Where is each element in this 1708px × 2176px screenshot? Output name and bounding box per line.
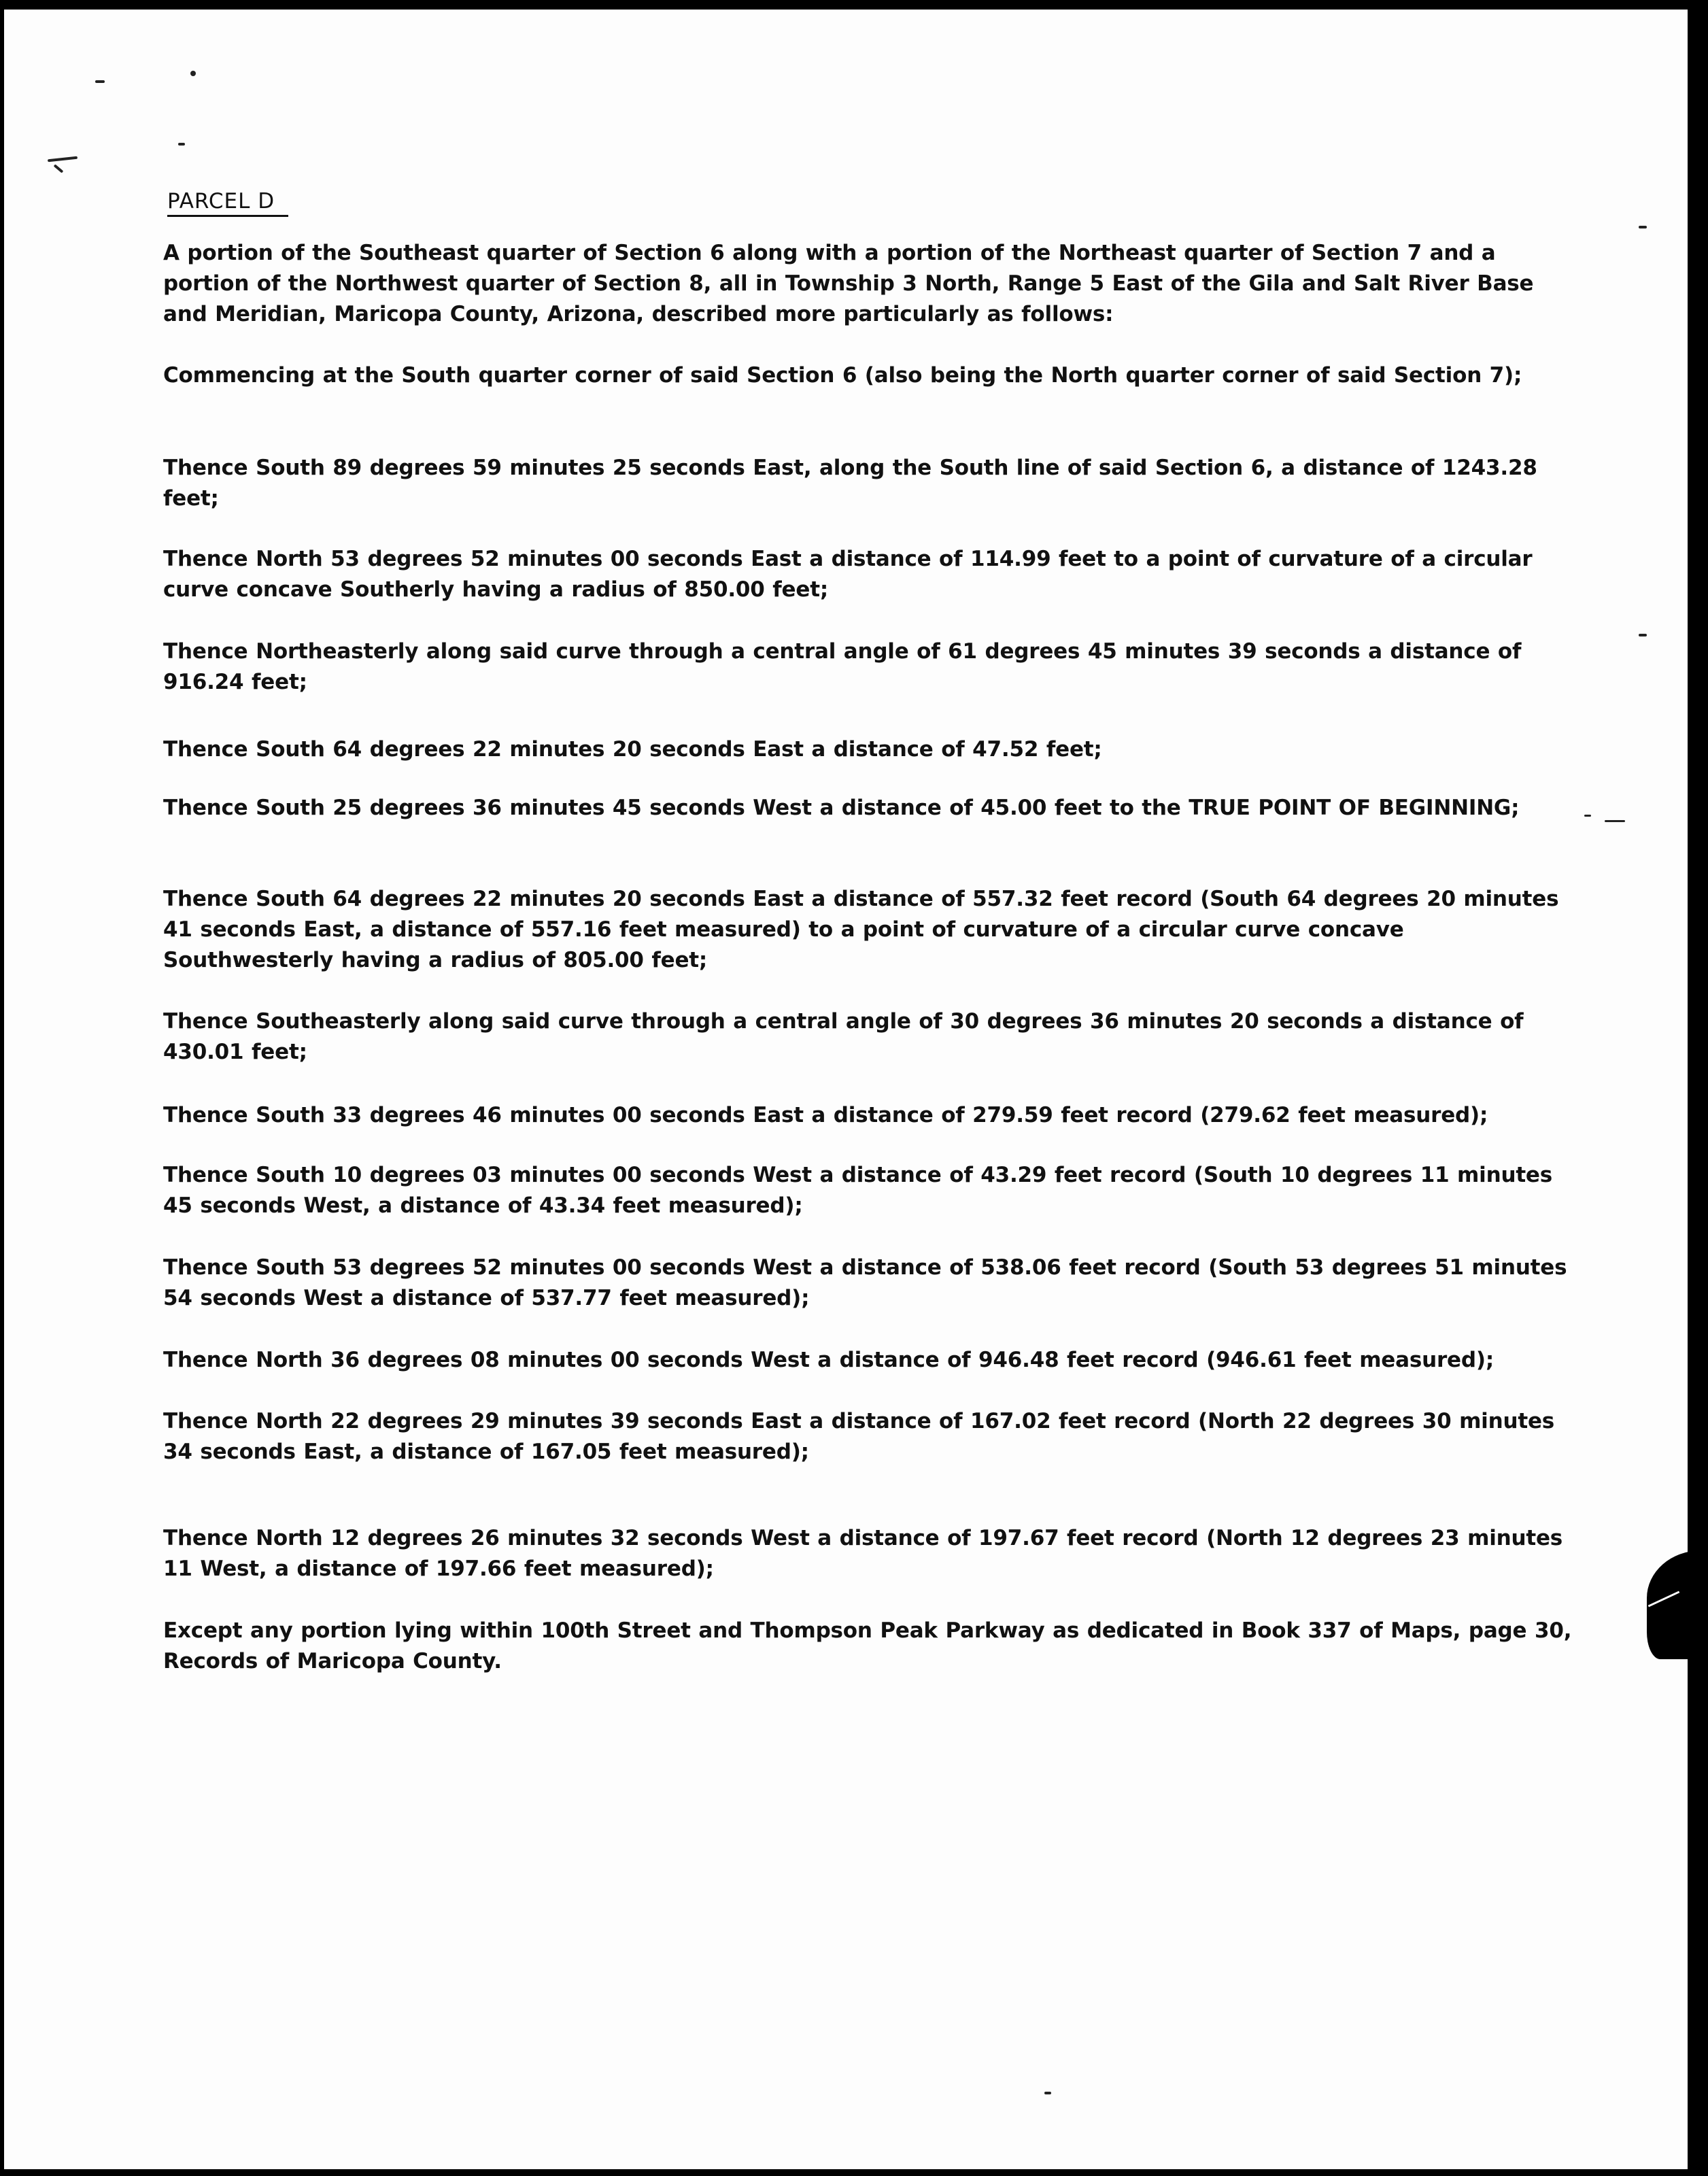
scan-edge-right: [1688, 0, 1708, 2176]
scan-speck: [95, 80, 105, 83]
paragraph-course-11: Thence North 36 degrees 08 minutes 00 seconds West a distance of 946.48 feet record (946.61 feet measured);: [163, 1348, 1494, 1372]
paragraph-exception: Except any portion lying within 100th Street and Thompson Peak Parkway as dedicated in Book 337 of Maps, page 30, Records of Maricopa County.: [163, 1618, 1572, 1673]
scan-speck: [1584, 815, 1591, 817]
paragraph-course-6: Thence South 64 degrees 22 minutes 20 seconds East a distance of 557.32 feet record (South 64 degrees 20 minutes 41 seconds East, a distance of 557.16 feet measured) to a point of curvature of a circular curve concave Southwesterly having a radius of 805.00 feet;: [163, 887, 1559, 972]
paragraph-course-8: Thence South 33 degrees 46 minutes 00 seconds East a distance of 279.59 feet record (279.62 feet measured);: [163, 1103, 1488, 1127]
paragraph-course-3: Thence Northeasterly along said curve through a central angle of 61 degrees 45 minutes 39 seconds a distance of 916.24 feet;: [163, 639, 1522, 694]
scan-speck: [1044, 2092, 1051, 2094]
scan-speck: [1639, 226, 1647, 228]
parcel-heading: PARCEL D: [167, 189, 288, 217]
paragraph-course-10: Thence South 53 degrees 52 minutes 00 seconds West a distance of 538.06 feet record (South 53 degrees 51 minutes 54 seconds West a distance of 537.77 feet measured);: [163, 1255, 1567, 1310]
paragraph-course-4: Thence South 64 degrees 22 minutes 20 seconds East a distance of 47.52 feet;: [163, 737, 1102, 762]
paragraph-course-12: Thence North 22 degrees 29 minutes 39 seconds East a distance of 167.02 feet record (North 22 degrees 30 minutes 34 seconds East, a distance of 167.05 feet measured);: [163, 1409, 1555, 1464]
scan-speck: [1605, 820, 1625, 822]
page-curl-artifact: [1647, 1550, 1708, 1659]
paragraph-course-7: Thence Southeasterly along said curve through a central angle of 30 degrees 36 minutes 20 seconds a distance of 430.01 feet;: [163, 1009, 1524, 1064]
scan-speck: [54, 164, 64, 173]
paragraph-description: A portion of the Southeast quarter of Section 6 along with a portion of the Northeast quarter of Section 7 and a portion of the Northwest quarter of Section 8, all in Township 3 North, Range 5 East of the Gila and Salt River Base and Meridian, Maricopa County, Arizona, described more particularly as follows:: [163, 241, 1534, 326]
paragraph-course-1: Thence South 89 degrees 59 minutes 25 seconds East, along the South line of said Section 6, a distance of 1243.28 feet;: [163, 456, 1537, 511]
paragraph-course-13: Thence North 12 degrees 26 minutes 32 seconds West a distance of 197.67 feet record (North 12 degrees 23 minutes 11 West, a distance of 197.66 feet measured);: [163, 1526, 1563, 1581]
scan-speck: [190, 71, 196, 76]
scan-edge-top: [0, 0, 1708, 10]
scan-speck: [48, 156, 78, 163]
paragraph-course-2: Thence North 53 degrees 52 minutes 00 seconds East a distance of 114.99 feet to a point of curvature of a circular curve concave Southerly having a radius of 850.00 feet;: [163, 547, 1533, 602]
scan-speck: [1639, 634, 1647, 636]
scan-edge-bottom: [0, 2169, 1708, 2176]
paragraph-commencing: Commencing at the South quarter corner of said Section 6 (also being the North quarter corner of said Section 7);: [163, 363, 1522, 388]
paragraph-course-9: Thence South 10 degrees 03 minutes 00 seconds West a distance of 43.29 feet record (South 10 degrees 11 minutes 45 seconds West, a distance of 43.34 feet measured);: [163, 1163, 1553, 1218]
paragraph-true-point-of-beginning: Thence South 25 degrees 36 minutes 45 seconds West a distance of 45.00 feet to the TRUE POINT OF BEGINNING;: [163, 796, 1520, 820]
scan-speck: [178, 143, 185, 146]
scan-edge-left: [0, 0, 4, 2176]
